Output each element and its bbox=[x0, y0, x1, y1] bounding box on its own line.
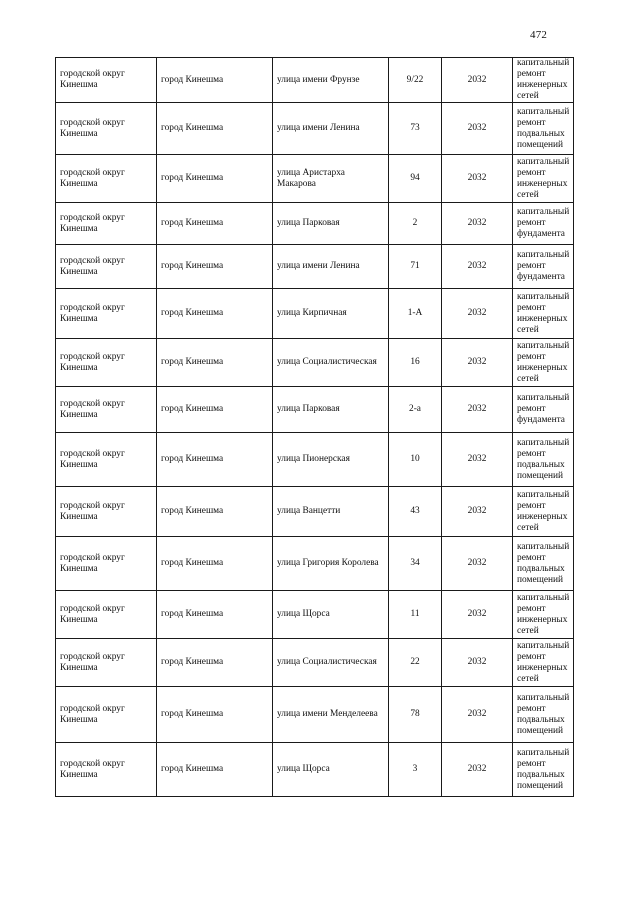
house-number-cell: 3 bbox=[389, 743, 442, 797]
work-type-cell: капитальный ремонт подвальных помещений bbox=[513, 433, 574, 487]
house-number-cell: 78 bbox=[389, 687, 442, 743]
year-cell: 2032 bbox=[442, 687, 513, 743]
street-cell: улица Пионерская bbox=[273, 433, 389, 487]
district-cell: городской округ Кинешма bbox=[56, 487, 157, 537]
house-number-cell: 71 bbox=[389, 245, 442, 289]
district-cell: городской округ Кинешма bbox=[56, 639, 157, 687]
district-cell: городской округ Кинешма bbox=[56, 433, 157, 487]
year-cell: 2032 bbox=[442, 387, 513, 433]
table-row bbox=[56, 245, 574, 289]
district-cell: городской округ Кинешма bbox=[56, 155, 157, 203]
street-cell: улица Парковая bbox=[273, 387, 389, 433]
table-row bbox=[56, 687, 574, 743]
year-cell: 2032 bbox=[442, 339, 513, 387]
table-row bbox=[56, 339, 574, 387]
street-cell: улица имени Ленина bbox=[273, 103, 389, 155]
city-cell: город Кинешма bbox=[157, 103, 273, 155]
work-type-cell: капитальный ремонт инженерных сетей bbox=[513, 339, 574, 387]
work-type-cell: капитальный ремонт инженерных сетей bbox=[513, 58, 574, 103]
work-type-cell: капитальный ремонт инженерных сетей bbox=[513, 155, 574, 203]
year-cell: 2032 bbox=[442, 58, 513, 103]
table-row bbox=[56, 103, 574, 155]
city-cell: город Кинешма bbox=[157, 339, 273, 387]
table-row bbox=[56, 203, 574, 245]
city-cell: город Кинешма bbox=[157, 58, 273, 103]
table-row bbox=[56, 487, 574, 537]
street-cell: улица Григория Королева bbox=[273, 537, 389, 591]
city-cell: город Кинешма bbox=[157, 245, 273, 289]
house-number-cell: 1-А bbox=[389, 289, 442, 339]
work-type-cell: капитальный ремонт подвальных помещений bbox=[513, 687, 574, 743]
table-row bbox=[56, 591, 574, 639]
city-cell: город Кинешма bbox=[157, 591, 273, 639]
house-number-cell: 11 bbox=[389, 591, 442, 639]
house-number-cell: 9/22 bbox=[389, 58, 442, 103]
house-number-cell: 2-а bbox=[389, 387, 442, 433]
page-number: 472 bbox=[530, 29, 548, 41]
city-cell: город Кинешма bbox=[157, 155, 273, 203]
street-cell: улица Парковая bbox=[273, 203, 389, 245]
year-cell: 2032 bbox=[442, 155, 513, 203]
work-type-cell: капитальный ремонт подвальных помещений bbox=[513, 743, 574, 797]
year-cell: 2032 bbox=[442, 487, 513, 537]
district-cell: городской округ Кинешма bbox=[56, 743, 157, 797]
district-cell: городской округ Кинешма bbox=[56, 537, 157, 591]
table-row bbox=[56, 155, 574, 203]
repair-schedule-table bbox=[55, 57, 574, 797]
table-row bbox=[56, 58, 574, 103]
house-number-cell: 16 bbox=[389, 339, 442, 387]
work-type-cell: капитальный ремонт инженерных сетей bbox=[513, 487, 574, 537]
year-cell: 2032 bbox=[442, 433, 513, 487]
house-number-cell: 10 bbox=[389, 433, 442, 487]
house-number-cell: 43 bbox=[389, 487, 442, 537]
year-cell: 2032 bbox=[442, 289, 513, 339]
street-cell: улица Социалистическая bbox=[273, 339, 389, 387]
street-cell: улица Ванцетти bbox=[273, 487, 389, 537]
district-cell: городской округ Кинешма bbox=[56, 387, 157, 433]
year-cell: 2032 bbox=[442, 103, 513, 155]
work-type-cell: капитальный ремонт фундамента bbox=[513, 245, 574, 289]
year-cell: 2032 bbox=[442, 537, 513, 591]
city-cell: город Кинешма bbox=[157, 433, 273, 487]
city-cell: город Кинешма bbox=[157, 639, 273, 687]
year-cell: 2032 bbox=[442, 743, 513, 797]
table-row bbox=[56, 537, 574, 591]
table-row bbox=[56, 639, 574, 687]
city-cell: город Кинешма bbox=[157, 387, 273, 433]
work-type-cell: капитальный ремонт фундамента bbox=[513, 387, 574, 433]
city-cell: город Кинешма bbox=[157, 687, 273, 743]
table-row bbox=[56, 743, 574, 797]
house-number-cell: 94 bbox=[389, 155, 442, 203]
city-cell: город Кинешма bbox=[157, 487, 273, 537]
work-type-cell: капитальный ремонт инженерных сетей bbox=[513, 289, 574, 339]
district-cell: городской округ Кинешма bbox=[56, 289, 157, 339]
table-row bbox=[56, 387, 574, 433]
year-cell: 2032 bbox=[442, 245, 513, 289]
table-row bbox=[56, 433, 574, 487]
table-row bbox=[56, 289, 574, 339]
district-cell: городской округ Кинешма bbox=[56, 245, 157, 289]
street-cell: улица имени Менделеева bbox=[273, 687, 389, 743]
house-number-cell: 73 bbox=[389, 103, 442, 155]
year-cell: 2032 bbox=[442, 203, 513, 245]
street-cell: улица Аристарха Макарова bbox=[273, 155, 389, 203]
house-number-cell: 2 bbox=[389, 203, 442, 245]
district-cell: городской округ Кинешма bbox=[56, 687, 157, 743]
house-number-cell: 34 bbox=[389, 537, 442, 591]
street-cell: улица имени Фрунзе bbox=[273, 58, 389, 103]
district-cell: городской округ Кинешма bbox=[56, 103, 157, 155]
house-number-cell: 22 bbox=[389, 639, 442, 687]
district-cell: городской округ Кинешма bbox=[56, 203, 157, 245]
district-cell: городской округ Кинешма bbox=[56, 591, 157, 639]
city-cell: город Кинешма bbox=[157, 203, 273, 245]
city-cell: город Кинешма bbox=[157, 743, 273, 797]
year-cell: 2032 bbox=[442, 639, 513, 687]
street-cell: улица Щорса bbox=[273, 743, 389, 797]
work-type-cell: капитальный ремонт подвальных помещений bbox=[513, 103, 574, 155]
street-cell: улица имени Ленина bbox=[273, 245, 389, 289]
work-type-cell: капитальный ремонт фундамента bbox=[513, 203, 574, 245]
district-cell: городской округ Кинешма bbox=[56, 58, 157, 103]
work-type-cell: капитальный ремонт подвальных помещений bbox=[513, 537, 574, 591]
city-cell: город Кинешма bbox=[157, 537, 273, 591]
work-type-cell: капитальный ремонт инженерных сетей bbox=[513, 591, 574, 639]
city-cell: город Кинешма bbox=[157, 289, 273, 339]
work-type-cell: капитальный ремонт инженерных сетей bbox=[513, 639, 574, 687]
street-cell: улица Кирпичная bbox=[273, 289, 389, 339]
year-cell: 2032 bbox=[442, 591, 513, 639]
street-cell: улица Щорса bbox=[273, 591, 389, 639]
district-cell: городской округ Кинешма bbox=[56, 339, 157, 387]
street-cell: улица Социалистическая bbox=[273, 639, 389, 687]
